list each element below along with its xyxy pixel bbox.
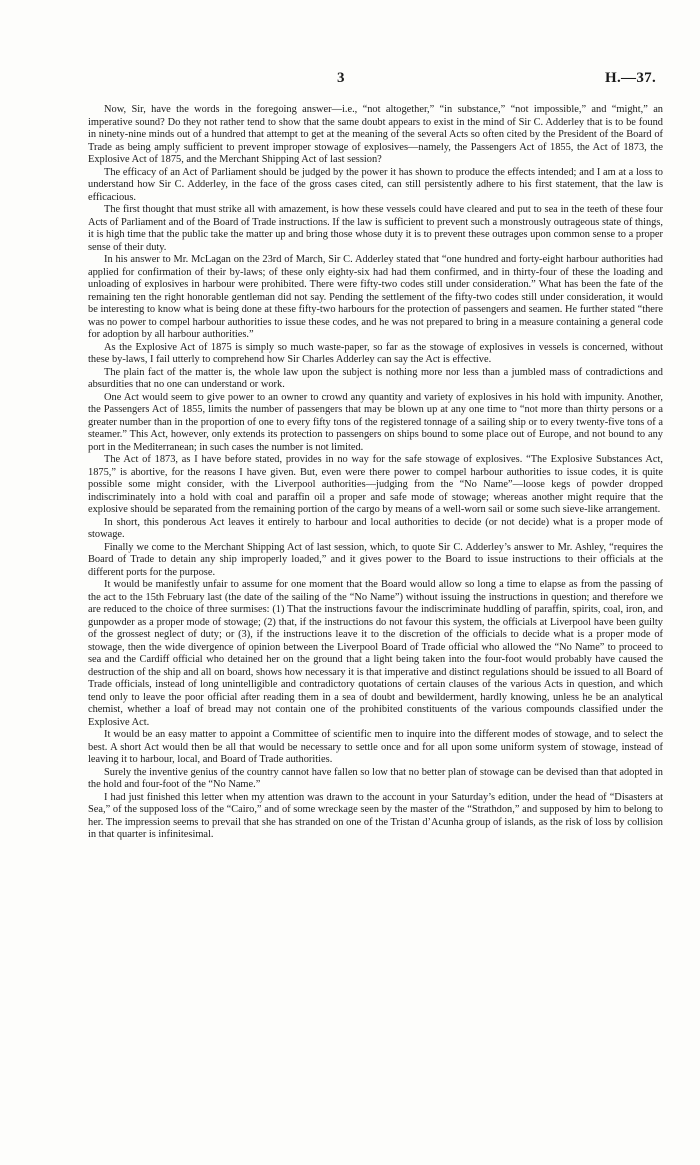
paragraph: The efficacy of an Act of Parliament should be judged by the power it has shown to produce the effects intended; and I am at a loss to understand how Sir C. Adderley, in the face of the gross cases cited, can still persistently adhere to his first statement, that the law is efficacious. xyxy=(88,166,663,203)
paragraph: In short, this ponderous Act leaves it entirely to harbour and local authorities to decide (or not decide) what is a proper mode of stowage. xyxy=(88,516,663,540)
paragraph: It would be an easy matter to appoint a Committee of scientific men to inquire into the different modes of stowage, and to select the best. A short Act would then be all that would be necessary to settle once and for all upon some uniform system of stowage, instead of leaving it to harbour, local, and Board of Trade authorities. xyxy=(88,729,663,765)
document-reference: H.—37. xyxy=(605,70,656,86)
paragraph: Now, Sir, have the words in the foregoing answer—i.e., “not altogether,” “in substance,” “not impossible,” and “might,” an imperative sound? Do they not rather tend to show that the same doubt appears to exist in the mind of Sir C. Adderley that is to be found in ninety-nine minds out of a hundred that attempt to get at the meaning of the several Acts so often cited by the President of the Board of Trade as being amply sufficient to prevent improper stowage of explosives—namely, the Passengers Act of 1855, the Act of 1873, the Explosive Act of 1875, and the Merchant Shipping Act of last session? xyxy=(88,104,663,165)
paragraph: The first thought that must strike all with amazement, is how these vessels could have cleared and put to sea in the teeth of these four Acts of Parliament and of the Board of Trade instructions. If the law is sufficient to prevent such a monstrously outrageous state of things, it is high time that the public take the matter up and bring those whose duty it is to prevent these outrages upon common sense to a proper sense of their duty. xyxy=(88,204,663,253)
paragraph: Surely the inventive genius of the country cannot have fallen so low that no better plan of stowage can be devised than that adopted in the hold and four-foot of the “No Name.” xyxy=(88,766,663,790)
paragraph: The Act of 1873, as I have before stated, provides in no way for the safe stowage of explosives. “The Explosive Substances Act, 1875,” is abortive, for the reasons I have given. But, even were there power to compel harbour authorities to issue codes, it is quite possible some might consider, with the Liverpool authorities—judging from the “No Name”—loose kegs of powder dropped indiscriminately into a hold with coal and paraffin oil a proper and safe mode of stowage; whereas another might require that the explosive should be separated from the remaining portion of the cargo by means of a well-worn sail or some such sieve-like arrangement. xyxy=(88,454,663,515)
page-number: 3 xyxy=(337,70,345,86)
paragraph: As the Explosive Act of 1875 is simply so much waste-paper, so far as the stowage of explosives in vessels is concerned, without these by-laws, I fail utterly to comprehend how Sir Charles Adderley can say the Act is effective. xyxy=(88,341,663,365)
paragraph: I had just finished this letter when my attention was drawn to the account in your Saturday’s edition, under the head of “Disasters at Sea,” of the supposed loss of the “Cairo,” and of some wreckage seen by the master of the “Strathdon,” and supposed by him to belong to her. The impression seems to prevail that she has stranded on one of the Tristan d’Acunha group of islands, as the risk of loss by collision in that quarter is infinitesimal. xyxy=(88,791,663,840)
body-text xyxy=(88,104,663,842)
paragraph: One Act would seem to give power to an owner to crowd any quantity and variety of explosives in his hold with impunity. Another, the Passengers Act of 1855, limits the number of passengers that may be blown up at any one time to “not more than thirty persons or a greater number than in the proportion of one to every fifty tons of the registered tonnage of a sailing ship or to every twenty-five tons of a steamer.” This Act, however, only extends its protection to passengers on ships bound to some place out of Europe, and not bound to any port in the Mediterranean; in such cases the number is not limited. xyxy=(88,391,663,453)
paragraph: Finally we come to the Merchant Shipping Act of last session, which, to quote Sir C. Adderley’s answer to Mr. Ashley, “requires the Board of Trade to detain any ship improperly loaded,” and it gives power to the Board to issue instructions to their officials at the different ports for the purpose. xyxy=(88,541,663,578)
page-header xyxy=(0,70,700,90)
paragraph: The plain fact of the matter is, the whole law upon the subject is nothing more nor less than a jumbled mass of contradictions and absurdities that no one can understand or work. xyxy=(88,366,663,390)
paragraph: In his answer to Mr. McLagan on the 23rd of March, Sir C. Adderley stated that “one hundred and forty-eight harbour authorities had applied for confirmation of their by-laws; of these only eighty-six had had them confirmed, and in thirty-four of these the loading and unloading of explosives in harbour were prohibited. There were fifty-two codes still under consideration.” What has been the fate of the remaining ten the right honorable gentleman did not say. Pending the settlement of the fifty-two codes still under consideration, it would be interesting to know what is being done at these fifty-two harbours for the protection of passengers and seamen. He further stated “there was no power to compel harbour authorities to issue these codes, and he was not prepared to bring in a measure containing a general code for adoption by all harbour authorities.” xyxy=(88,254,663,340)
paragraph: It would be manifestly unfair to assume for one moment that the Board would allow so long a time to elapse as from the passing of the act to the 15th February last (the date of the sailing of the “No Name”) without issuing the instructions in question; and therefore we are reduced to the choice of three surmises: (1) That the instructions favour the indiscriminate huddling of paraffin, spirits, coal, iron, and gunpowder as a proper mode of stowage; (2) that, if the instructions do not favour this system, the officials at Liverpool have been guilty of the grossest neglect of duty; or (3), if the instructions leave it to the discretion of the officials to decide what is a proper mode of stowage, then the wide divergence of opinion between the Liverpool Board of Trade official who allowed the “No Name” to proceed to sea and the Cardiff official who detained her on the ground that a light being taken into the four-foot would probably have caused the destruction of the ship and all on board, shows how necessary it is that imperative and distinct regulations should be issued to all Board of Trade officials, instead of long unintelligible and contradictory quotations of certain clauses of the various Acts in question, and which tend only to leave the poor official after reading them in a sea of doubt and bewilderment, hardly knowing, unless he be an analytical chemist, whether a loaf of bread may not contain one of the prohibited constituents of the various compounds classified under the Explosive Act. xyxy=(88,579,663,728)
